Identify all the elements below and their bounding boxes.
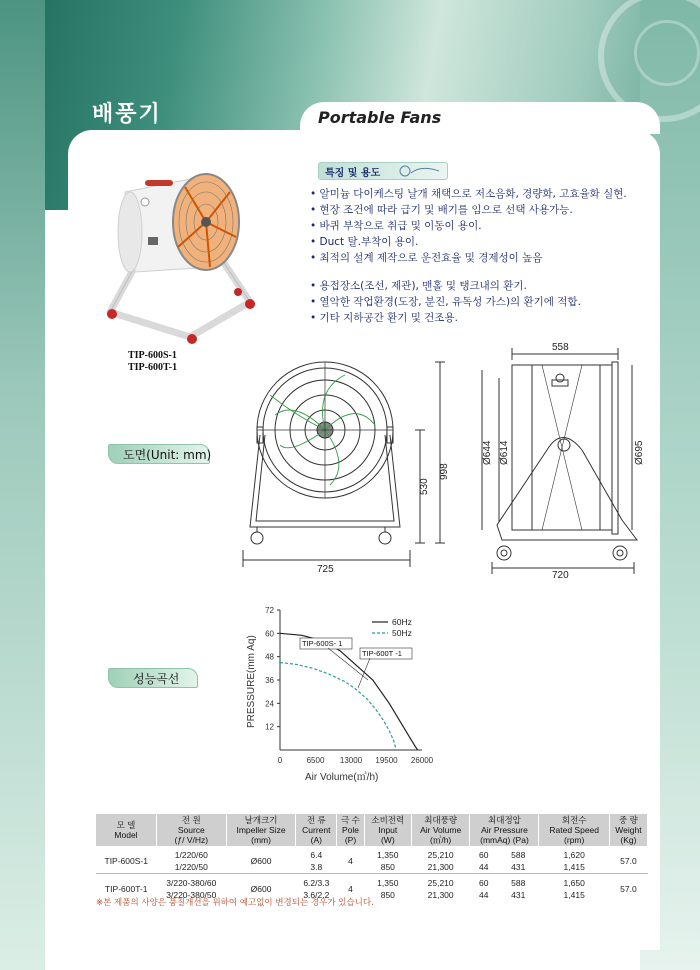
spec-table [96,814,648,901]
x-tick-label: 6500 [306,756,325,765]
footnote: ※본 제품의 사양은 품질개선을 위하여 예고없이 변경되는 경우가 있습니다. [96,898,374,908]
col-air-volume: 최대풍량 Air Volume (㎥/h) [411,814,470,846]
performance-chart [240,600,450,785]
col-current: 전 류 Current (A) [296,814,337,846]
feature-item: • 최적의 설계 제작으로 운전효율 및 경제성이 높음 [310,252,543,264]
col-source: 전 원 Source (ƒ/ V/Hz) [156,814,226,846]
y-tick-label: 48 [265,652,274,662]
chart-x-label: Air Volume(㎥/h) [305,772,379,783]
annotation-label: TIP-600T -1 [362,649,402,658]
table-header-row [96,814,648,846]
use-item: • 기타 지하공간 환기 및 건조용. [310,312,458,324]
features-list [310,186,627,266]
table-row: TIP-600S-1 1/220/60 Ø600 6.4 4 1,350 25,210 60 588 1,620 57.0 [104,850,637,866]
performance-section-badge [108,668,198,688]
dim-dia-flange: Ø695 [634,440,645,465]
annotation-pointer [358,658,370,688]
annotation-label: TIP-600S- 1 [302,639,343,648]
drawing-section-label: 도면(Unit: mm) [123,448,212,462]
drawing-section-badge [108,444,210,464]
y-tick-label: 24 [265,699,274,709]
table-row: 1/220/50 3.8 850 21,300 44 431 1,415 [174,862,585,872]
y-tick-label: 72 [265,606,274,615]
feature-item: • 알미늄 다이케스팅 날개 채택으로 저소음화, 경량화, 고효율화 실현. [310,188,627,200]
uses-list [310,278,581,326]
side-background-left [0,0,45,970]
features-heading-text: 특징 및 용도 [325,168,381,179]
col-model: 모 델 Model [96,814,156,846]
feature-item: • 현장 조건에 따라 급기 및 배기를 임으로 선택 사용가능. [310,204,573,216]
dim-height-total: 998 [439,463,450,480]
model-label-1: TIP-600S-1 [128,350,177,361]
col-weight: 중 량 Weight (Kg) [609,814,647,846]
series-line-50Hz [280,663,396,751]
col-input: 소비전력 Input (W) [364,814,411,846]
y-tick-label: 36 [265,676,274,685]
feature-item: • Duct 탈.부착이 용이. [310,236,419,248]
features-heading [318,162,448,180]
x-tick-label: 13000 [339,756,363,765]
dim-width-front: 725 [317,564,334,575]
dim-height-center: 530 [419,478,430,495]
use-item: • 열악한 작업환경(도장, 분진, 유독성 가스)의 환기에 적합. [310,296,581,308]
model-label-2: TIP-600T-1 [128,362,178,373]
y-tick-label: 60 [265,629,274,639]
chart-y-label: PRESSURE(mm Aq) [246,635,257,728]
performance-section-label: 성능곡선 [133,672,180,686]
side-view-drawing [472,340,662,580]
x-tick-label: 0 [277,756,283,765]
dim-dia-inner: Ø614 [499,440,510,465]
front-view-drawing [235,355,455,580]
x-tick-label: 26000 [410,756,434,765]
col-impeller: 날개크기 Impeller Size (mm) [226,814,296,846]
col-pole: 극 수 Pole (P) [337,814,365,846]
table-row: TIP-600T-1 3/220-380/60 Ø600 6.2/3.3 4 1,350 25,210 60 588 1,650 57.0 [104,878,637,894]
product-photo [100,162,270,347]
col-air-pressure: 최대정압 Air Pressure (mmAq) (Pa) [470,814,539,846]
dim-base-depth: 720 [552,570,569,580]
col-rated-speed: 회전수 Rated Speed (rpm) [539,814,609,846]
dim-dia-outer: Ø644 [482,440,493,465]
page-title-korean: 배풍기 [92,102,162,127]
feature-item: • 바퀴 부착으로 취급 및 이동이 용이. [310,220,482,232]
legend-label: 50Hz [392,628,412,638]
fan-decoration-inner-icon [634,20,700,86]
x-tick-label: 19500 [375,756,398,765]
page-title-english: Portable Fans [318,108,442,127]
y-tick-label: 12 [265,722,274,732]
use-item: • 용접장소(조선, 제관), 맨홀 및 탱크내의 환기. [310,280,527,292]
dim-depth: 558 [552,342,569,353]
legend-label: 60Hz [392,617,412,627]
table-row: 3/220-380/50 3.6/2.2 850 21,300 44 431 1,415 [166,890,585,900]
fan-graphic-icon [391,165,441,177]
